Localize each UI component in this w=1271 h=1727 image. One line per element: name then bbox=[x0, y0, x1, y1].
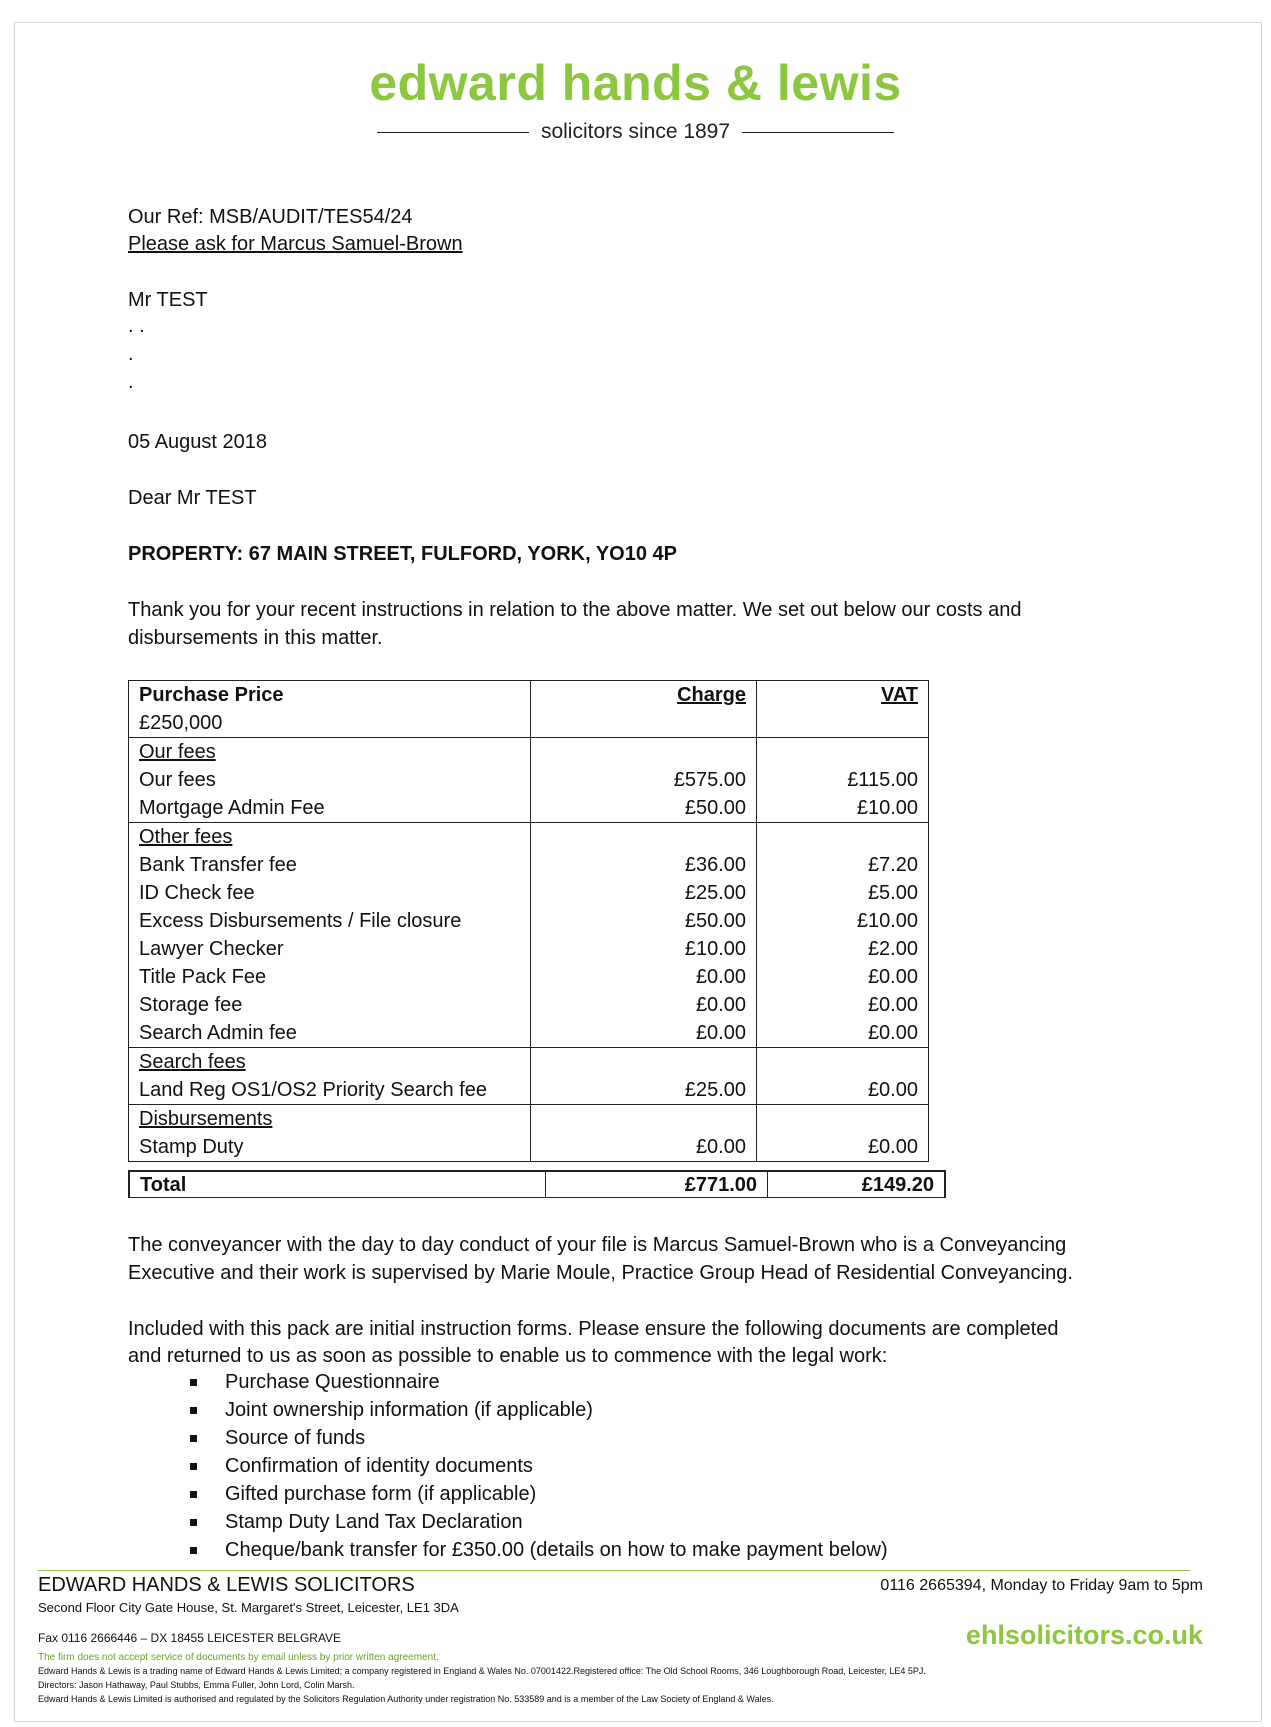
address-line: . bbox=[128, 343, 134, 365]
fee-label: Stamp Duty bbox=[139, 1136, 244, 1158]
our-fees-section bbox=[129, 738, 929, 823]
costs-header-row bbox=[129, 681, 929, 738]
total-vat: £149.20 bbox=[861, 1174, 934, 1196]
fee-label: ID Check fee bbox=[139, 882, 255, 904]
section-title: Our fees bbox=[139, 741, 216, 763]
conveyancer-line: Executive and their work is supervised by Marie Moule, Practice Group Head of Residential Conveyancing. bbox=[128, 1262, 1073, 1284]
fee-charge: £50.00 bbox=[684, 910, 746, 932]
included-line: and returned to us as soon as possible to enable us to commence with the legal work: bbox=[128, 1345, 888, 1367]
required-documents-list bbox=[190, 1368, 888, 1564]
included-line: Included with this pack are initial instruction forms. Please ensure the following documents are completed bbox=[128, 1318, 1059, 1340]
fee-label: Storage fee bbox=[139, 994, 243, 1016]
other-fees-section bbox=[129, 823, 929, 1048]
list-item: Source of funds bbox=[190, 1424, 888, 1452]
tagline-rule-right bbox=[742, 132, 894, 133]
total-label: Total bbox=[130, 1172, 546, 1197]
footer-address: Second Floor City Gate House, St. Margaret's Street, Leicester, LE1 3DA bbox=[38, 1600, 459, 1615]
fee-charge: £575.00 bbox=[673, 769, 746, 791]
tagline-rule-left bbox=[377, 132, 529, 133]
firm-logo bbox=[0, 55, 1271, 144]
list-item: Gifted purchase form (if applicable) bbox=[190, 1480, 888, 1508]
intro-line: Thank you for your recent instructions in relation to the above matter. We set out below our costs and bbox=[128, 599, 1022, 621]
fee-vat: £0.00 bbox=[867, 966, 918, 988]
salutation: Dear Mr TEST bbox=[128, 487, 257, 509]
logo-tagline: solicitors since 1897 bbox=[540, 120, 731, 143]
fee-label: Our fees bbox=[139, 769, 216, 791]
footer-legal: Directors: Jason Hathaway, Paul Stubbs, Emma Fuller, John Lord, Colin Marsh. bbox=[38, 1680, 355, 1690]
fee-charge: £0.00 bbox=[695, 1136, 746, 1158]
list-item: Cheque/bank transfer for £350.00 (details on how to make payment below) bbox=[190, 1536, 888, 1564]
logo-name: edward hands & lewis bbox=[369, 55, 902, 111]
list-item: Purchase Questionnaire bbox=[190, 1368, 888, 1396]
purchase-price-label: Purchase Price bbox=[139, 684, 284, 706]
fee-vat: £0.00 bbox=[867, 1136, 918, 1158]
footer-phone: 0116 2665394, Monday to Friday 9am to 5pm bbox=[880, 1577, 1203, 1594]
list-item: Joint ownership information (if applicable) bbox=[190, 1396, 888, 1424]
fee-label: Lawyer Checker bbox=[139, 938, 284, 960]
fee-charge: £36.00 bbox=[684, 854, 746, 876]
total-charge: £771.00 bbox=[546, 1172, 768, 1197]
disbursements-section bbox=[129, 1105, 929, 1162]
footer-firm-name: EDWARD HANDS & LEWIS SOLICITORS bbox=[38, 1574, 415, 1596]
costs-table bbox=[128, 680, 929, 1162]
list-item: Confirmation of identity documents bbox=[190, 1452, 888, 1480]
fee-charge: £25.00 bbox=[684, 1079, 746, 1101]
fee-vat: £0.00 bbox=[867, 994, 918, 1016]
address-line: . bbox=[128, 371, 134, 393]
footer-legal: Edward Hands & Lewis Limited is authorised and regulated by the Solicitors Regulation Authority under registration No. 533589 and is a member of the Law Society of England & Wales. bbox=[38, 1694, 774, 1704]
fee-vat: £10.00 bbox=[856, 910, 918, 932]
fee-label: Mortgage Admin Fee bbox=[139, 797, 325, 819]
fee-charge: £10.00 bbox=[684, 938, 746, 960]
footer-divider bbox=[38, 1570, 1190, 1571]
list-item: Stamp Duty Land Tax Declaration bbox=[190, 1508, 888, 1536]
intro-line: disbursements in this matter. bbox=[128, 627, 383, 649]
fee-charge: £0.00 bbox=[695, 994, 746, 1016]
fee-charge: £25.00 bbox=[684, 882, 746, 904]
conveyancer-line: The conveyancer with the day to day conduct of your file is Marcus Samuel-Brown who is a Conveyancing bbox=[128, 1234, 1067, 1256]
our-ref: Our Ref: MSB/AUDIT/TES54/24 bbox=[128, 206, 413, 228]
ask-for: Please ask for Marcus Samuel-Brown bbox=[128, 233, 463, 255]
charge-column-header: Charge bbox=[677, 684, 746, 706]
fee-vat: £10.00 bbox=[856, 797, 918, 819]
fee-label: Bank Transfer fee bbox=[139, 854, 297, 876]
fee-vat: £5.00 bbox=[867, 882, 918, 904]
fee-vat: £0.00 bbox=[867, 1079, 918, 1101]
property-heading: PROPERTY: 67 MAIN STREET, FULFORD, YORK, YO10 4P bbox=[128, 543, 677, 565]
footer-legal: Edward Hands & Lewis is a trading name of Edward Hands & Lewis Limited; a company registered in England & Wales No. 07001422.Registered office: The Old School Rooms, 346 Loughborough Road, Leicester, LE4 5PJ. bbox=[38, 1666, 926, 1676]
fee-vat: £7.20 bbox=[867, 854, 918, 876]
fee-charge: £50.00 bbox=[684, 797, 746, 819]
fee-label: Excess Disbursements / File closure bbox=[139, 910, 462, 932]
letter-date: 05 August 2018 bbox=[128, 431, 268, 453]
purchase-price-value: £250,000 bbox=[139, 712, 223, 734]
footer-fax: Fax 0116 2666446 – DX 18455 LEICESTER BELGRAVE bbox=[38, 1631, 342, 1645]
footer-notice: The firm does not accept service of documents by email unless by prior written agreement. bbox=[38, 1652, 439, 1663]
fee-vat: £115.00 bbox=[847, 769, 918, 791]
costs-total-row bbox=[128, 1170, 946, 1198]
section-title: Search fees bbox=[139, 1051, 246, 1073]
vat-column-header: VAT bbox=[880, 684, 918, 706]
section-title: Disbursements bbox=[139, 1108, 273, 1130]
fee-label: Title Pack Fee bbox=[139, 966, 267, 988]
fee-charge: £0.00 bbox=[695, 1022, 746, 1044]
recipient-name: Mr TEST bbox=[128, 289, 208, 311]
logo-tagline-row bbox=[0, 120, 1271, 144]
fee-vat: £0.00 bbox=[867, 1022, 918, 1044]
fee-vat: £2.00 bbox=[867, 938, 918, 960]
fee-label: Search Admin fee bbox=[139, 1022, 297, 1044]
section-title: Other fees bbox=[139, 826, 233, 848]
fee-charge: £0.00 bbox=[695, 966, 746, 988]
footer-website[interactable]: ehlsolicitors.co.uk bbox=[965, 1620, 1203, 1650]
search-fees-section bbox=[129, 1048, 929, 1105]
address-line: . . bbox=[128, 315, 145, 337]
fee-label: Land Reg OS1/OS2 Priority Search fee bbox=[139, 1079, 487, 1101]
